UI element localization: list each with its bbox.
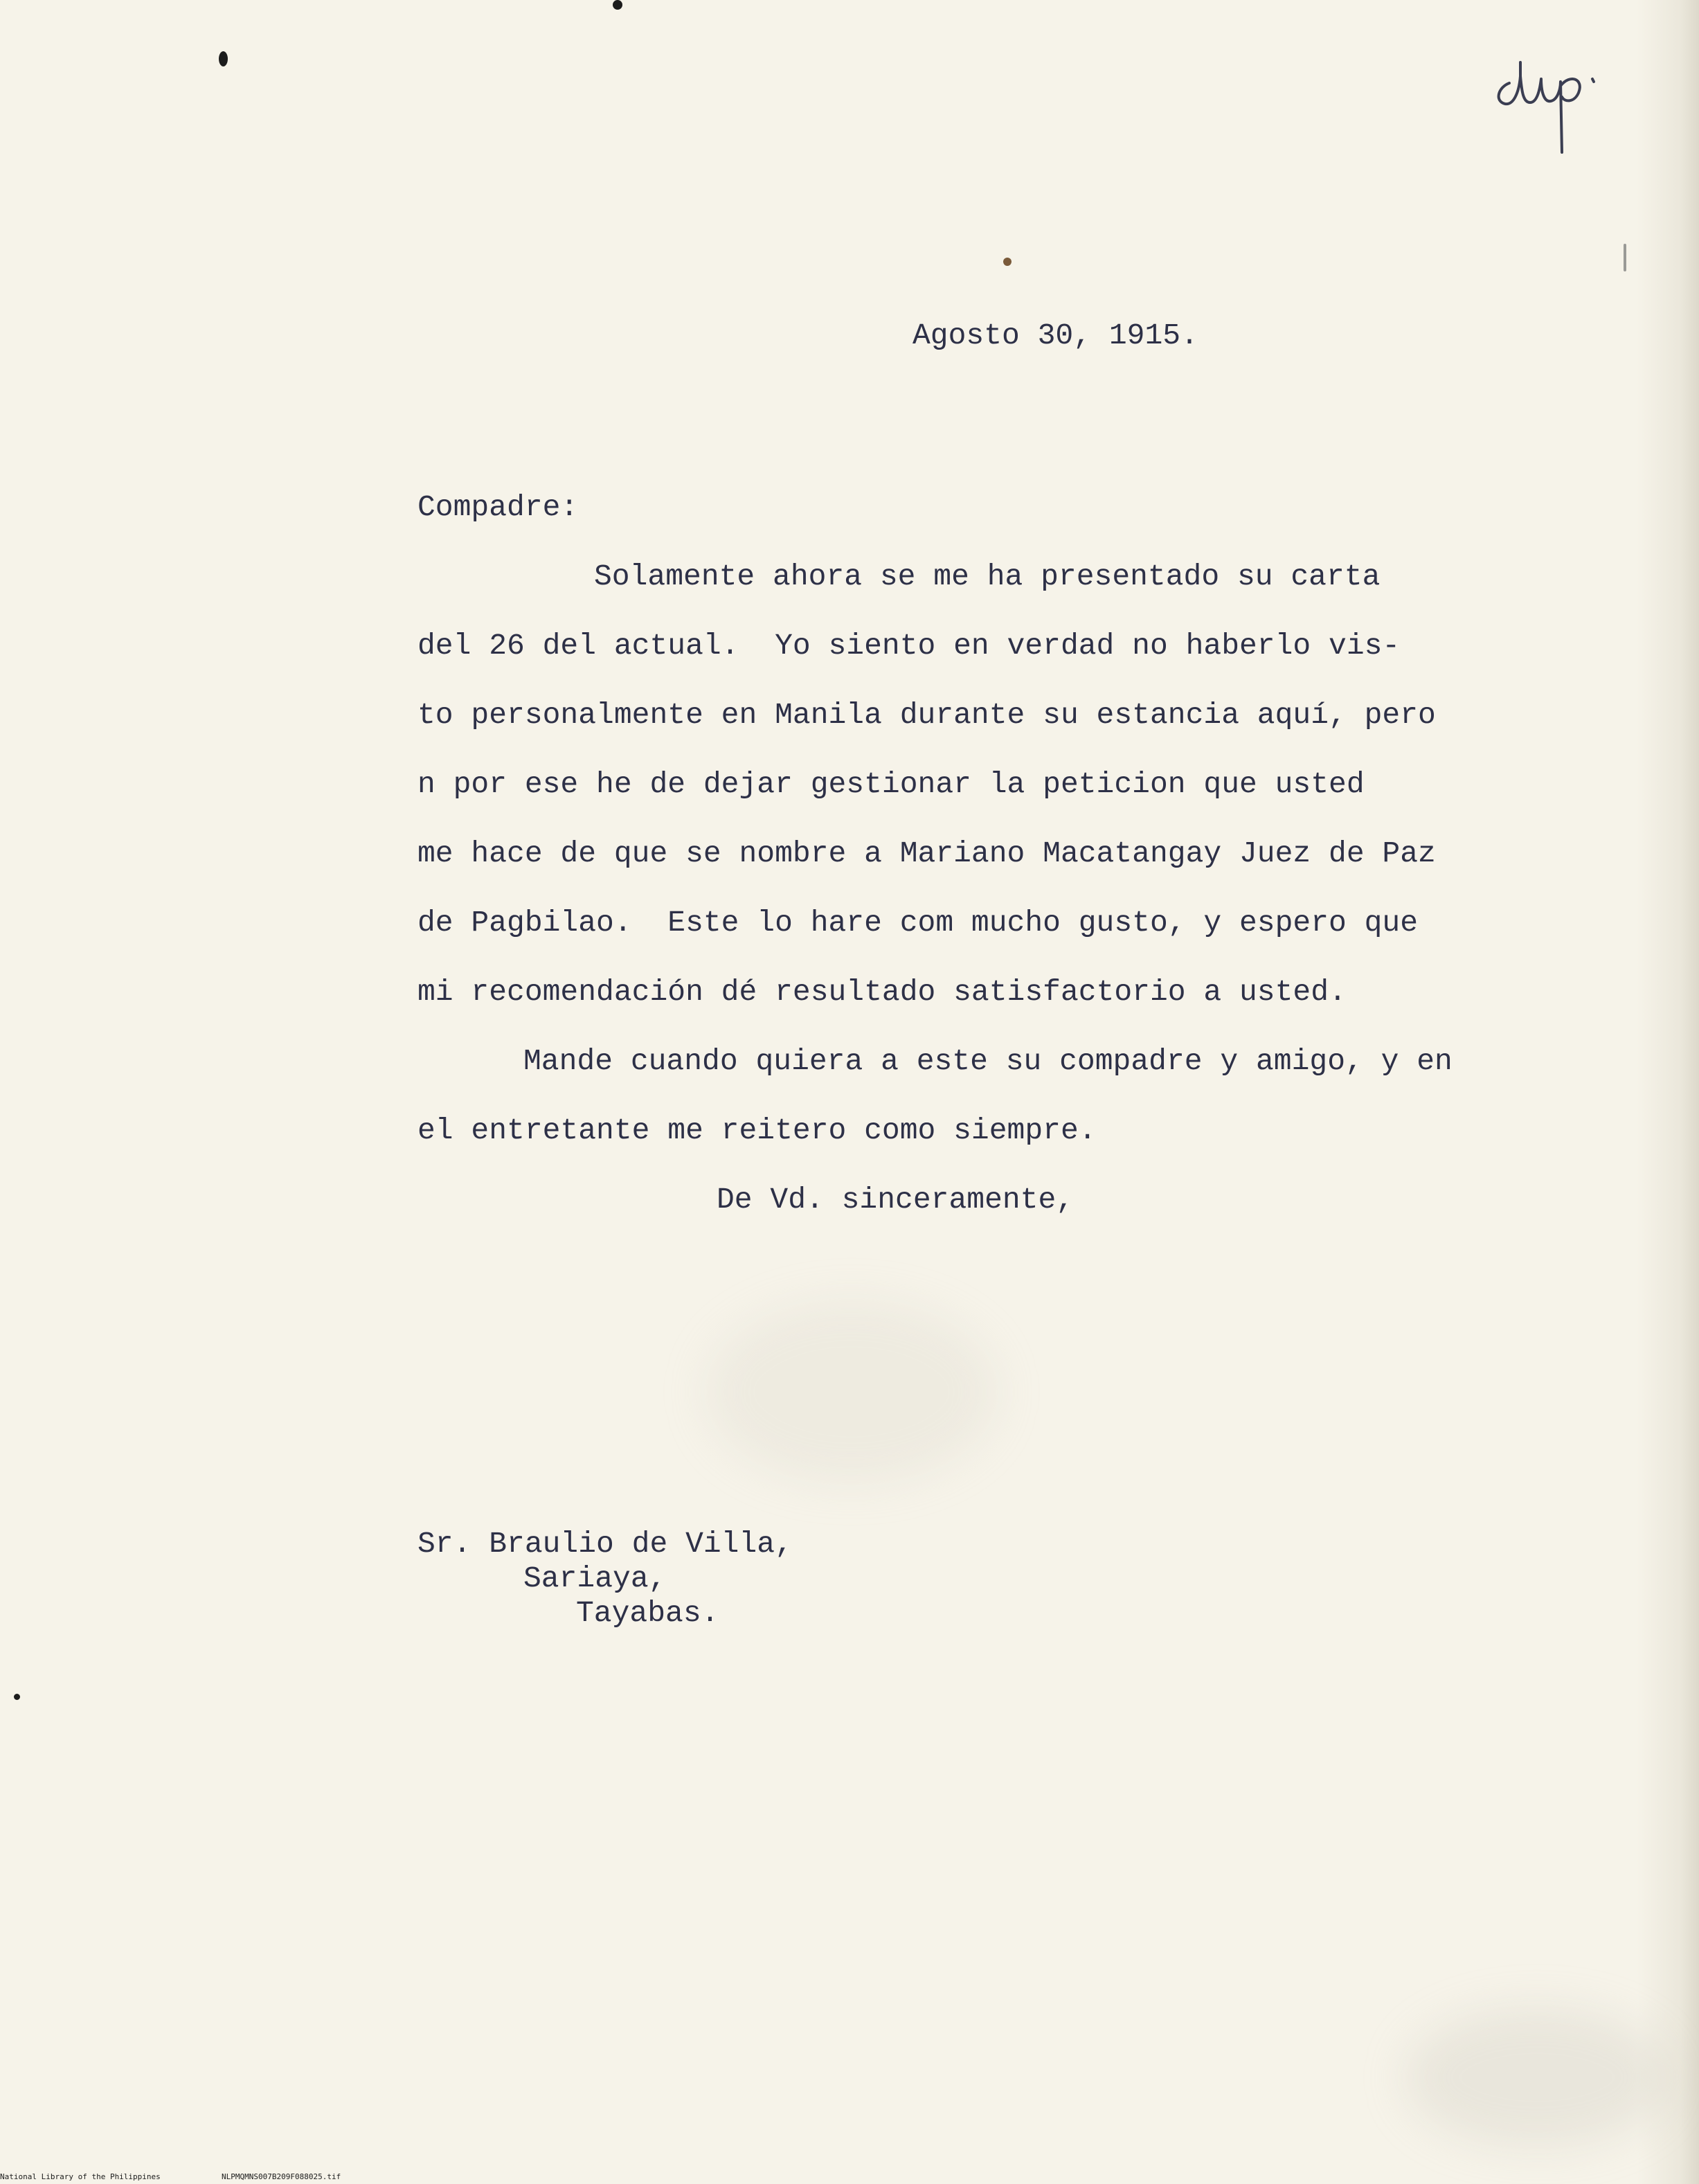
body-line: n por ese he de dejar gestionar la peticion que usted: [417, 767, 1365, 801]
handwritten-annotation-dup: [1489, 48, 1606, 159]
ink-spot: [613, 0, 622, 10]
letter-salutation: Compadre:: [417, 490, 579, 524]
body-line: Mande cuando quiera a este su compadre y amigo, y en: [523, 1044, 1453, 1078]
footer-file-id: NLPMQMNS007B209F088025.tif: [222, 2172, 341, 2181]
body-line: Solamente ahora se me ha presentado su carta: [594, 560, 1381, 593]
paper-stain: [1405, 2008, 1669, 2147]
recipient-province: Tayabas.: [576, 1596, 719, 1630]
letter-date: Agosto 30, 1915.: [913, 319, 1198, 352]
scan-footer: [0, 2170, 554, 2184]
body-line: to personalmente en Manila durante su estancia aquí, pero: [417, 698, 1436, 732]
ink-spot: [1003, 258, 1012, 266]
body-line: mi recomendación dé resultado satisfactorio a usted.: [417, 975, 1347, 1009]
recipient-name: Sr. Braulio de Villa,: [417, 1527, 793, 1561]
page-edge-shadow: [1637, 0, 1699, 2184]
paper-mark: [1624, 244, 1626, 271]
body-line: me hace de que se nombre a Mariano Macatangay Juez de Paz: [417, 836, 1436, 870]
footer-source: National Library of the Philippines: [0, 2172, 161, 2181]
paper-stain: [706, 1302, 997, 1482]
body-line: del 26 del actual. Yo siento en verdad no haberlo vis-: [417, 629, 1401, 663]
body-line: el entretante me reitero como siempre.: [417, 1113, 1097, 1147]
recipient-town: Sariaya,: [523, 1561, 667, 1595]
letter-closing: De Vd. sinceramente,: [717, 1183, 1075, 1217]
body-line: de Pagbilao. Este lo hare com mucho gusto, y espero que: [417, 906, 1419, 940]
ink-spot: [14, 1694, 20, 1700]
ink-spot: [219, 51, 228, 66]
